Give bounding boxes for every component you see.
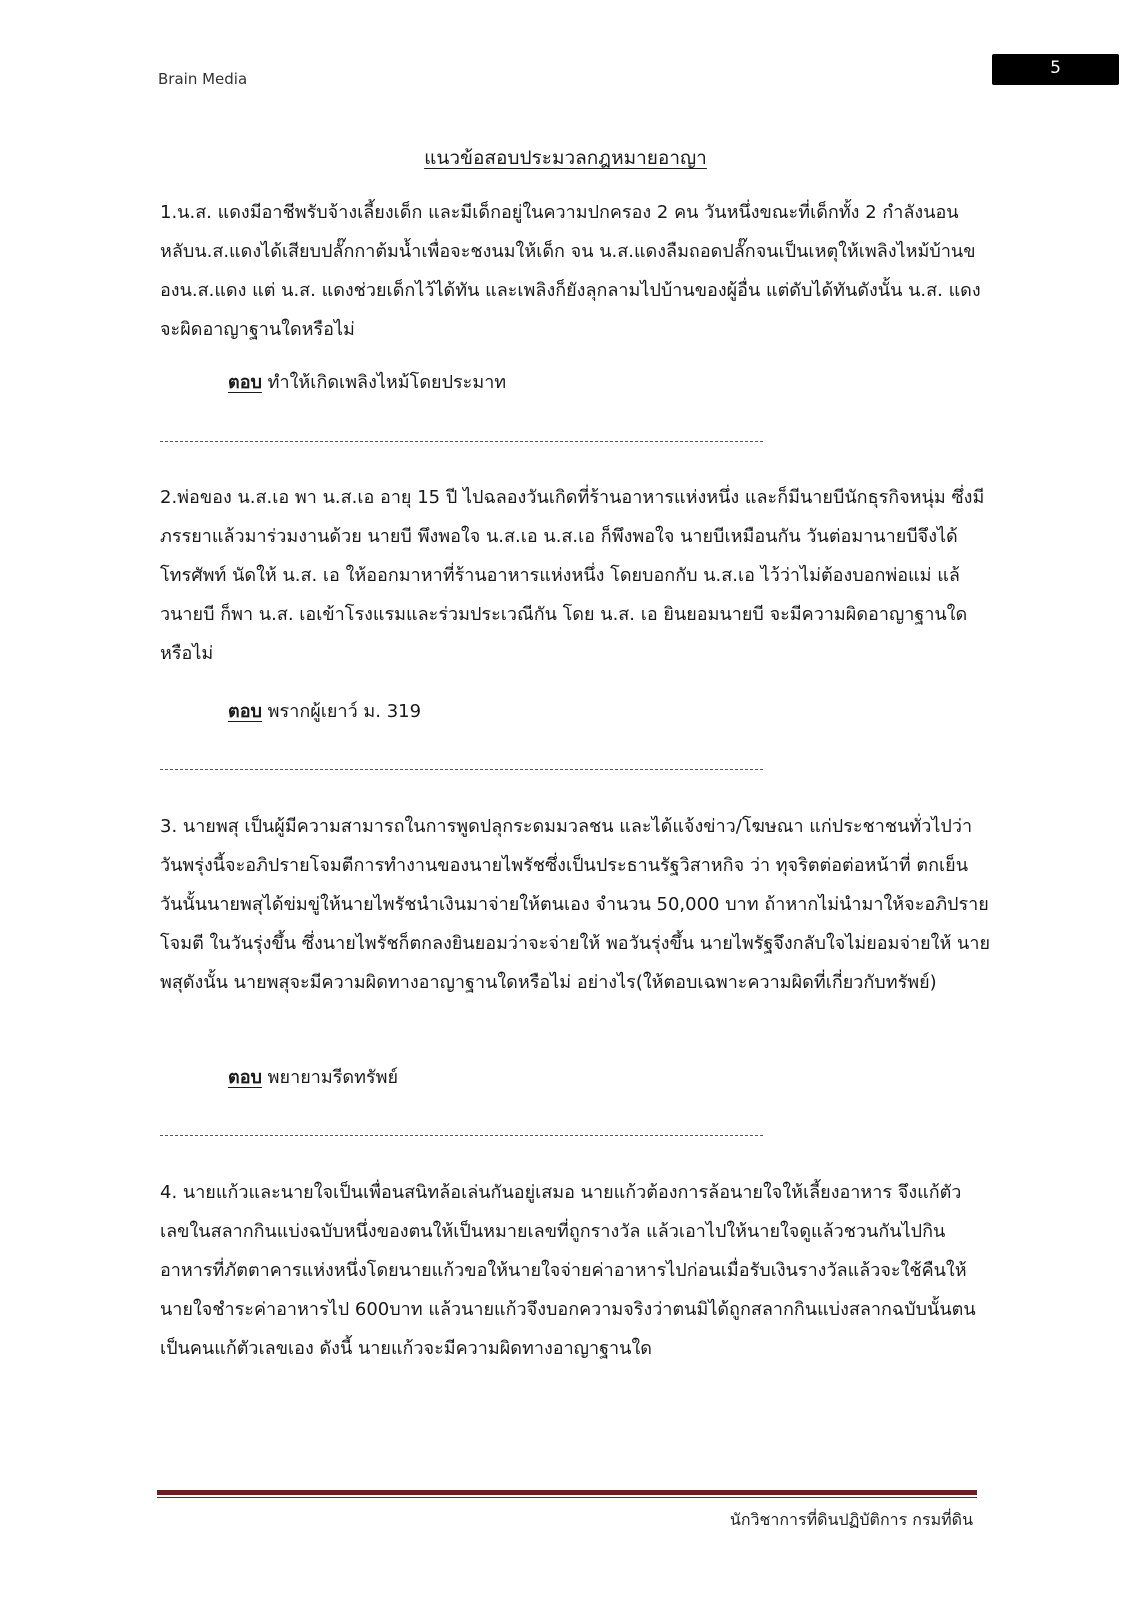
page-number-badge: 5 xyxy=(992,54,1119,85)
answer-3 xyxy=(228,1063,398,1093)
answer-2 xyxy=(228,697,421,727)
dashed-divider xyxy=(160,1135,763,1136)
document-title: แนวข้อสอบประมวลกฎหมายอาญา xyxy=(424,147,707,169)
answer-1 xyxy=(228,368,506,398)
question-3: 3. นายพสุ เป็นผู้มีความสามารถในการพูดปลุกระดมมวลชน และได้แจ้งข่าว/โฆษณา แก่ประชาชนทั่วไปว่าวันพรุ่งนี้จะอภิปรายโจมตีการทำงานของนายไพรัชซึ่งเป็นประธานรัฐวิสาหกิจ ว่า ทุจริตต่อต่อหน้าที่ ตกเย็นวันนั้นนายพสุได้ข่มขู่ให้นายไพรัชนำเงินมาจ่ายให้ตนเอง จำนวน 50,000 บาท ถ้าหากไม่นำมาให้จะอภิปรายโจมตี ในวันรุ่งขึ้น ซึ่งนายไพรัชก็ตกลงยินยอมว่าจะจ่ายให้ พอวันรุ่งขึ้น นายไพรัฐจึงกลับใจไม่ยอมจ่ายให้ นายพสุดังนั้น นายพสุจะมีความผิดทางอาญาฐานใดหรือไม่ อย่างไร(ให้ตอบเฉพาะความผิดที่เกี่ยวกับทรัพย์) xyxy=(160,816,990,993)
answer-text: ทำให้เกิดเพลิงไหม้โดยประมาท xyxy=(267,372,507,393)
question-4: 4. นายแก้วและนายใจเป็นเพื่อนสนิทล้อเล่นกันอยู่เสมอ นายแก้วต้องการล้อนายใจให้เลี้ยงอาหาร จึงแก้ตัวเลขในสลากกินแบ่งฉบับหนึ่งของตนให้เป็นหมายเลขที่ถูกรางวัล แล้วเอาไปให้นายใจดูแล้วชวนกันไปกินอาหารที่ภัตตาคารแห่งหนึ่งโดยนายแก้วขอให้นายใจจ่ายค่าอาหารไปก่อนเมื่อรับเงินรางวัลแล้วจะใช้คืนให้นายใจชำระค่าอาหารไป 600บาท แล้วนายแก้วจึงบอกความจริงว่าตนมิได้ถูกสลากกินแบ่งสลากฉบับนั้นตนเป็นคนแก้ตัวเลขเอง ดังนี้ นายแก้วจะมีความผิดทางอาญาฐานใด xyxy=(160,1182,976,1359)
footer-rule xyxy=(157,1490,977,1495)
answer-text: พยายามรีดทรัพย์ xyxy=(267,1067,399,1088)
header-brand: Brain Media xyxy=(158,70,248,88)
answer-label: ตอบ xyxy=(228,372,262,393)
footer-rule-thin xyxy=(157,1497,977,1498)
dashed-divider xyxy=(160,441,763,442)
question-1: 1.น.ส. แดงมีอาชีพรับจ้างเลี้ยงเด็ก และมีเด็กอยู่ในความปกครอง 2 คน วันหนึ่งขณะที่เด็กทั้ง 2 กำลังนอนหลับน.ส.แดงได้เสียบปลั๊กกาต้มน้ำเพื่อจะชงนมให้เด็ก จน น.ส.แดงลืมถอดปลั๊กจนเป็นเหตุให้เพลิงไหม้บ้านของน.ส.แดง แต่ น.ส. แดงช่วยเด็กไว้ได้ทัน และเพลิงก็ยังลุกลามไปบ้านของผู้อื่น แต่ดับได้ทันดังนั้น น.ส. แดงจะผิดอาญาฐานใดหรือไม่ xyxy=(160,202,981,340)
question-2: 2.พ่อของ น.ส.เอ พา น.ส.เอ อายุ 15 ปี ไปฉลองวันเกิดที่ร้านอาหารแห่งหนึ่ง และก็มีนายบีนักธุรกิจหนุ่ม ซึ่งมีภรรยาแล้วมาร่วมงานด้วย นายบี พึงพอใจ น.ส.เอ น.ส.เอ ก็พึงพอใจ นายบีเหมือนกัน วันต่อมานายบีจึงได้โทรศัพท์ นัดให้ น.ส. เอ ให้ออกมาหาที่ร้านอาหารแห่งหนึ่ง โดยบอกกับ น.ส.เอ ไว้ว่าไม่ต้องบอกพ่อแม่ แล้วนายบี ก็พา น.ส. เอเข้าโรงแรมและร่วมประเวณีกัน โดย น.ส. เอ ยินยอมนายบี จะมีความผิดอาญาฐานใดหรือไม่ xyxy=(160,487,985,664)
answer-text: พรากผู้เยาว์ ม. 319 xyxy=(267,701,422,722)
answer-label: ตอบ xyxy=(228,701,262,722)
answer-label: ตอบ xyxy=(228,1067,262,1088)
footer-text: นักวิชาการที่ดินปฏิบัติการ กรมที่ดิน xyxy=(729,1510,973,1529)
dashed-divider xyxy=(160,769,763,770)
